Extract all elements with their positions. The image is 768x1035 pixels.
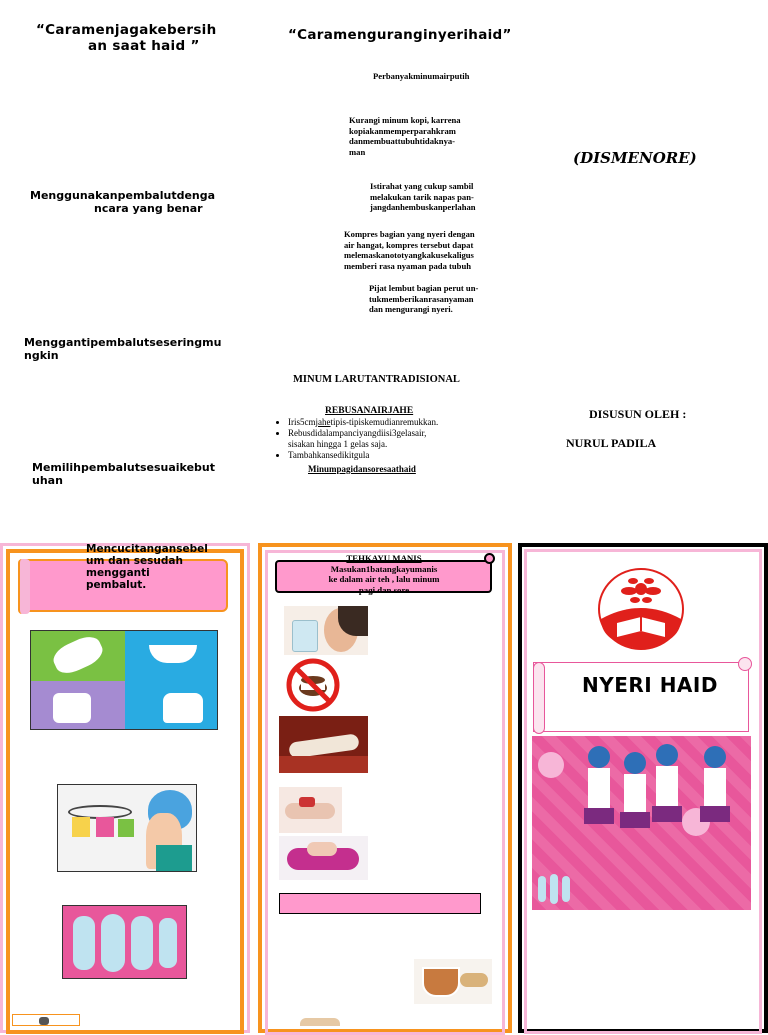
tip-drink-water: Perbanyakminumairputih: [373, 71, 470, 81]
left-title-line2: an saat haid ”: [88, 38, 200, 54]
cover-subtitle: (DISMENORE): [573, 149, 697, 167]
tip5-line2: tukmemberikanrasanyaman: [369, 293, 474, 304]
recipe-ginger-closing: Minumpagidansoresaathaid: [308, 464, 416, 474]
item1-line2: ncara yang benar: [94, 202, 203, 215]
tip4-line3: melemaskanototyangkakusekaligus: [344, 250, 474, 260]
cinnamon-line1: Masukan1batangkayumanis: [330, 563, 438, 574]
recipe-ginger-title: REBUSANAIRJAHE: [325, 406, 414, 416]
tip4-line4: memberi rasa nyaman pada tubuh: [344, 260, 472, 271]
tip-change-pad-often: [24, 336, 234, 362]
recipe-ginger-steps: [276, 417, 496, 461]
tip5-line1: Pijat lembut bagian perut un-: [369, 283, 479, 293]
item2-line2: ngkin: [24, 349, 59, 362]
banner-line4: pembalut.: [86, 579, 147, 591]
recipe-step-1: • Iris5cmjahetipis-tipiskemudianremukkan.: [288, 417, 496, 428]
tip3-line2: melakukan tarik napas pan-: [370, 191, 474, 202]
ginger-tea-photo: [414, 959, 492, 1004]
tip-choose-pad: [32, 461, 232, 487]
recipe-ginger-list: [276, 417, 496, 461]
pad-steps-illustration: [30, 630, 218, 730]
banner-line1: Mencucitangansebel: [86, 543, 208, 555]
institution-logo: [597, 567, 685, 651]
belly-massage-photo: [279, 836, 368, 880]
warm-compress-photo: [279, 787, 342, 833]
tip2-line3: danmembuattubuhtidaknya-: [349, 136, 456, 146]
middle-column-title: “Caramenguranginyerihaid”: [288, 27, 512, 43]
recipe-step-2: • Rebusdidalampanciyangdiisi3gelasair, sisakan hingga 1 gelas saja.: [288, 428, 496, 450]
panel-left-banner-text: [86, 543, 208, 591]
panel-middle-banner-text: [278, 553, 490, 595]
drinking-water-photo: [284, 606, 368, 655]
tip5-line3: dan mengurangi nyeri.: [369, 304, 453, 314]
logo-svg: [597, 567, 685, 651]
tip4-line2: air hangat, kompres tersebut dapat: [344, 239, 474, 250]
resting-woman-photo: [279, 716, 368, 773]
tip2-line4: man: [349, 146, 366, 157]
washing-underwear-illustration: [57, 784, 197, 872]
cheerleaders-illustration: [532, 736, 751, 910]
tip-rest: [370, 181, 500, 213]
item3-line2: uhan: [32, 474, 63, 487]
banner-line3: mengganti: [86, 567, 150, 579]
tip-proper-pad-use: [30, 189, 230, 215]
cinnamon-line3: pagi dan sore: [358, 584, 410, 595]
tip2-line1: Kurangi minum kopi, karrena: [349, 115, 461, 125]
recipe-link-jahe[interactable]: jahe: [315, 417, 331, 427]
left-column-title: [36, 22, 226, 54]
no-coffee-icon: [281, 658, 345, 712]
item3-line1: Memilihpembalutsesuaikebut: [32, 461, 215, 474]
no-coffee-svg: [281, 658, 345, 712]
left-title-line1: “Caramenjagakebersih: [36, 22, 217, 38]
author-name: NURUL PADILA: [566, 436, 657, 450]
faucet-image: [12, 1014, 80, 1026]
tip2-line2: kopiakanmemperparahkram: [349, 125, 456, 136]
tip-warm-compress: [344, 229, 514, 271]
tip3-line1: Istirahat yang cukup sambil: [370, 181, 474, 191]
credit-label: DISUSUN OLEH :: [589, 407, 687, 421]
item1-line1: Menggunakanpembalutdenga: [30, 189, 216, 202]
bottom-partial-photo: [300, 1018, 340, 1026]
ginger-recipe-bar: [279, 893, 481, 914]
tip4-line1: Kompres bagian yang nyeri dengan: [344, 229, 475, 239]
tip-massage: [369, 283, 509, 315]
tip3-line3: jangdanhembuskanperlahan: [370, 202, 476, 212]
banner-line2: um dan sesudah: [86, 555, 183, 567]
item2-line1: Menggantipembalutseseringmu: [24, 336, 222, 349]
tip-reduce-coffee: [349, 115, 499, 157]
cinnamon-tea-title: TEHKAYU MANIS: [346, 553, 422, 563]
recipe-step-3: • Tambahkansedikitgula: [288, 450, 496, 461]
section-traditional-drink: MINUM LARUTANTRADISIONAL: [293, 374, 460, 385]
cinnamon-line2: ke dalam air teh , lalu minum: [328, 574, 440, 584]
banner-left-curl: [18, 559, 30, 614]
sanitary-pads-image: [62, 905, 187, 979]
cover-title: NYERI HAID: [582, 673, 718, 697]
